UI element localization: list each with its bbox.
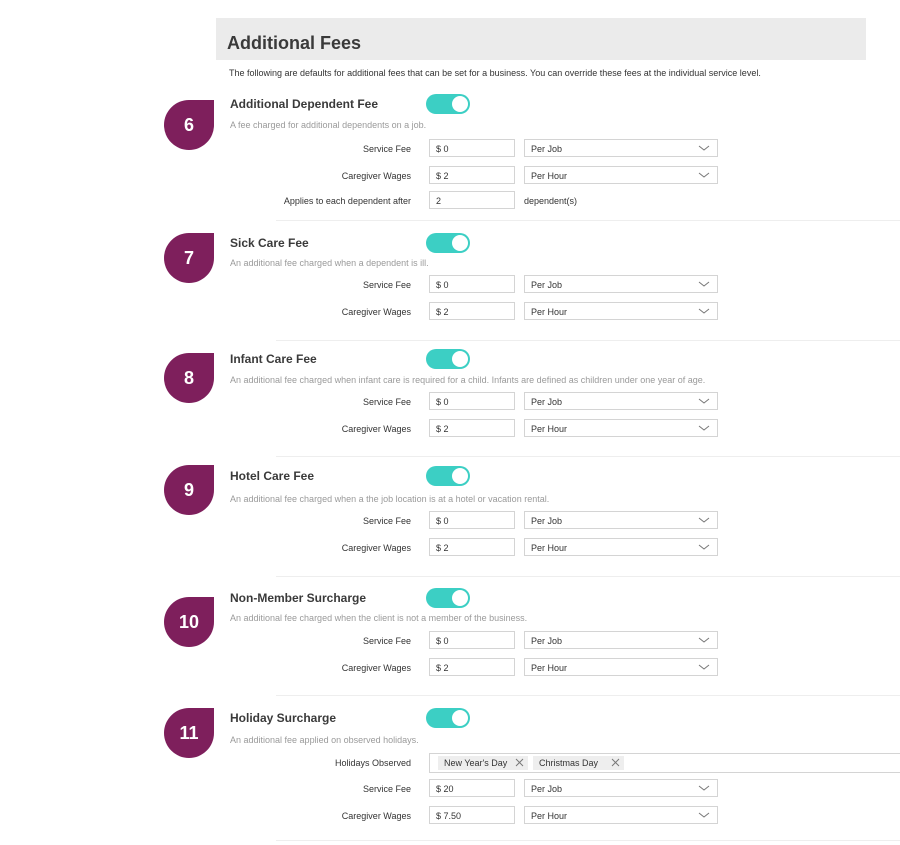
toggle-knob (452, 590, 468, 606)
service-fee-label: Service Fee (362, 516, 411, 526)
section-divider (276, 840, 900, 841)
service-fee-label: Service Fee (362, 784, 411, 794)
service-fee-input[interactable]: $ 0 (429, 511, 515, 529)
service-fee-label: Service Fee (362, 144, 411, 154)
select-value: Per Hour (531, 307, 568, 317)
chevron-down-icon (698, 635, 710, 645)
service-fee-unit-select[interactable] (524, 779, 718, 797)
service-fee-input[interactable]: $ 20 (429, 779, 515, 797)
section-description: A fee charged for additional dependents on a job. (230, 120, 427, 130)
caregiver-wages-input[interactable]: $ 7.50 (429, 806, 515, 824)
section-title-additional-dependent-fee: Additional Dependent Fee (230, 97, 379, 111)
section-title-sick-care-fee: Sick Care Fee (230, 236, 309, 250)
caregiver-wages-unit-select[interactable] (524, 806, 718, 824)
select-value: Per Job (531, 144, 563, 154)
toggle-knob (452, 710, 468, 726)
section-description: An additional fee applied on observed holidays. (230, 735, 419, 745)
section-description: An additional fee charged when a the job location is at a hotel or vacation rental. (230, 494, 550, 504)
caregiver-wages-unit-select[interactable] (524, 166, 718, 184)
chevron-down-icon (698, 396, 710, 406)
page-title: Additional Fees (227, 33, 362, 53)
caregiver-wages-input[interactable]: $ 2 (429, 658, 515, 676)
caregiver-wages-input[interactable]: $ 2 (429, 538, 515, 556)
section-title-non-member-surcharge: Non-Member Surcharge (230, 591, 367, 605)
select-value: Per Job (531, 280, 563, 290)
holiday-tag (533, 756, 624, 770)
caregiver-wages-label: Caregiver Wages (341, 424, 411, 434)
service-fee-input[interactable]: $ 0 (429, 275, 515, 293)
caregiver-wages-label: Caregiver Wages (341, 543, 411, 553)
section-description: An additional fee charged when a dependent is ill. (230, 258, 429, 268)
section-title-infant-care-fee: Infant Care Fee (230, 352, 317, 366)
chevron-down-icon (698, 170, 710, 180)
select-value: Per Job (531, 397, 563, 407)
close-icon[interactable] (611, 758, 620, 767)
select-value: Per Hour (531, 811, 568, 821)
section-divider (276, 695, 900, 696)
page-intro: The following are defaults for additional fees that can be set for a business. You can override these fees at the individual service level. (229, 68, 761, 78)
chevron-down-icon (698, 783, 710, 793)
hotel-care-fee-toggle[interactable] (426, 466, 470, 486)
caregiver-wages-label: Caregiver Wages (341, 811, 411, 821)
section-description: An additional fee charged when infant care is required for a child. Infants are defined as children under one year of age. (230, 375, 706, 385)
chevron-down-icon (698, 143, 710, 153)
select-value: Per Hour (531, 171, 568, 181)
chevron-down-icon (698, 279, 710, 289)
step-badge-11: 11 (164, 708, 214, 758)
dependent-threshold-label: Applies to each dependent after (283, 196, 411, 206)
infant-care-fee-toggle[interactable] (426, 349, 470, 369)
step-badge-7: 7 (164, 233, 214, 283)
toggle-knob (452, 96, 468, 112)
service-fee-input[interactable]: $ 0 (429, 392, 515, 410)
chevron-down-icon (698, 515, 710, 525)
service-fee-unit-select[interactable] (524, 392, 718, 410)
service-fee-unit-select[interactable] (524, 275, 718, 293)
select-value: Per Job (531, 784, 563, 794)
step-badge-6: 6 (164, 100, 214, 150)
select-value: Per Job (531, 636, 563, 646)
section-divider (276, 576, 900, 577)
dependent-threshold-input[interactable]: 2 (429, 191, 515, 209)
holiday-tag (438, 756, 528, 770)
caregiver-wages-label: Caregiver Wages (341, 663, 411, 673)
select-value: Per Hour (531, 663, 568, 673)
caregiver-wages-unit-select[interactable] (524, 419, 718, 437)
chevron-down-icon (698, 662, 710, 672)
toggle-knob (452, 468, 468, 484)
holidays-observed-input[interactable] (429, 753, 900, 773)
section-divider (276, 456, 900, 457)
section-divider (276, 340, 900, 341)
holiday-tag-label: New Year's Day (444, 758, 508, 768)
select-value: Per Hour (531, 543, 568, 553)
caregiver-wages-unit-select[interactable] (524, 658, 718, 676)
section-title-hotel-care-fee: Hotel Care Fee (230, 469, 315, 483)
service-fee-label: Service Fee (362, 280, 411, 290)
holidays-observed-label: Holidays Observed (334, 758, 411, 768)
caregiver-wages-label: Caregiver Wages (341, 171, 411, 181)
service-fee-unit-select[interactable] (524, 631, 718, 649)
chevron-down-icon (698, 542, 710, 552)
close-icon[interactable] (515, 758, 524, 767)
caregiver-wages-unit-select[interactable] (524, 302, 718, 320)
additional-dependent-fee-toggle[interactable] (426, 94, 470, 114)
service-fee-input[interactable]: $ 0 (429, 139, 515, 157)
caregiver-wages-input[interactable]: $ 2 (429, 302, 515, 320)
toggle-knob (452, 235, 468, 251)
caregiver-wages-label: Caregiver Wages (341, 307, 411, 317)
step-badge-9: 9 (164, 465, 214, 515)
chevron-down-icon (698, 306, 710, 316)
caregiver-wages-unit-select[interactable] (524, 538, 718, 556)
sick-care-fee-toggle[interactable] (426, 233, 470, 253)
caregiver-wages-input[interactable]: $ 2 (429, 166, 515, 184)
step-badge-10: 10 (164, 597, 214, 647)
dependent-suffix: dependent(s) (524, 196, 578, 206)
chevron-down-icon (698, 423, 710, 433)
service-fee-input[interactable]: $ 0 (429, 631, 515, 649)
service-fee-label: Service Fee (362, 636, 411, 646)
select-value: Per Job (531, 516, 563, 526)
section-title-holiday-surcharge: Holiday Surcharge (230, 711, 337, 725)
section-divider (276, 220, 900, 221)
section-description: An additional fee charged when the client is not a member of the business. (230, 613, 528, 623)
step-badge-8: 8 (164, 353, 214, 403)
holiday-tag-label: Christmas Day (539, 758, 599, 768)
service-fee-label: Service Fee (362, 397, 411, 407)
service-fee-unit-select[interactable] (524, 511, 718, 529)
toggle-knob (452, 351, 468, 367)
service-fee-unit-select[interactable] (524, 139, 718, 157)
caregiver-wages-input[interactable]: $ 2 (429, 419, 515, 437)
non-member-surcharge-toggle[interactable] (426, 588, 470, 608)
select-value: Per Hour (531, 424, 568, 434)
chevron-down-icon (698, 810, 710, 820)
holiday-surcharge-toggle[interactable] (426, 708, 470, 728)
